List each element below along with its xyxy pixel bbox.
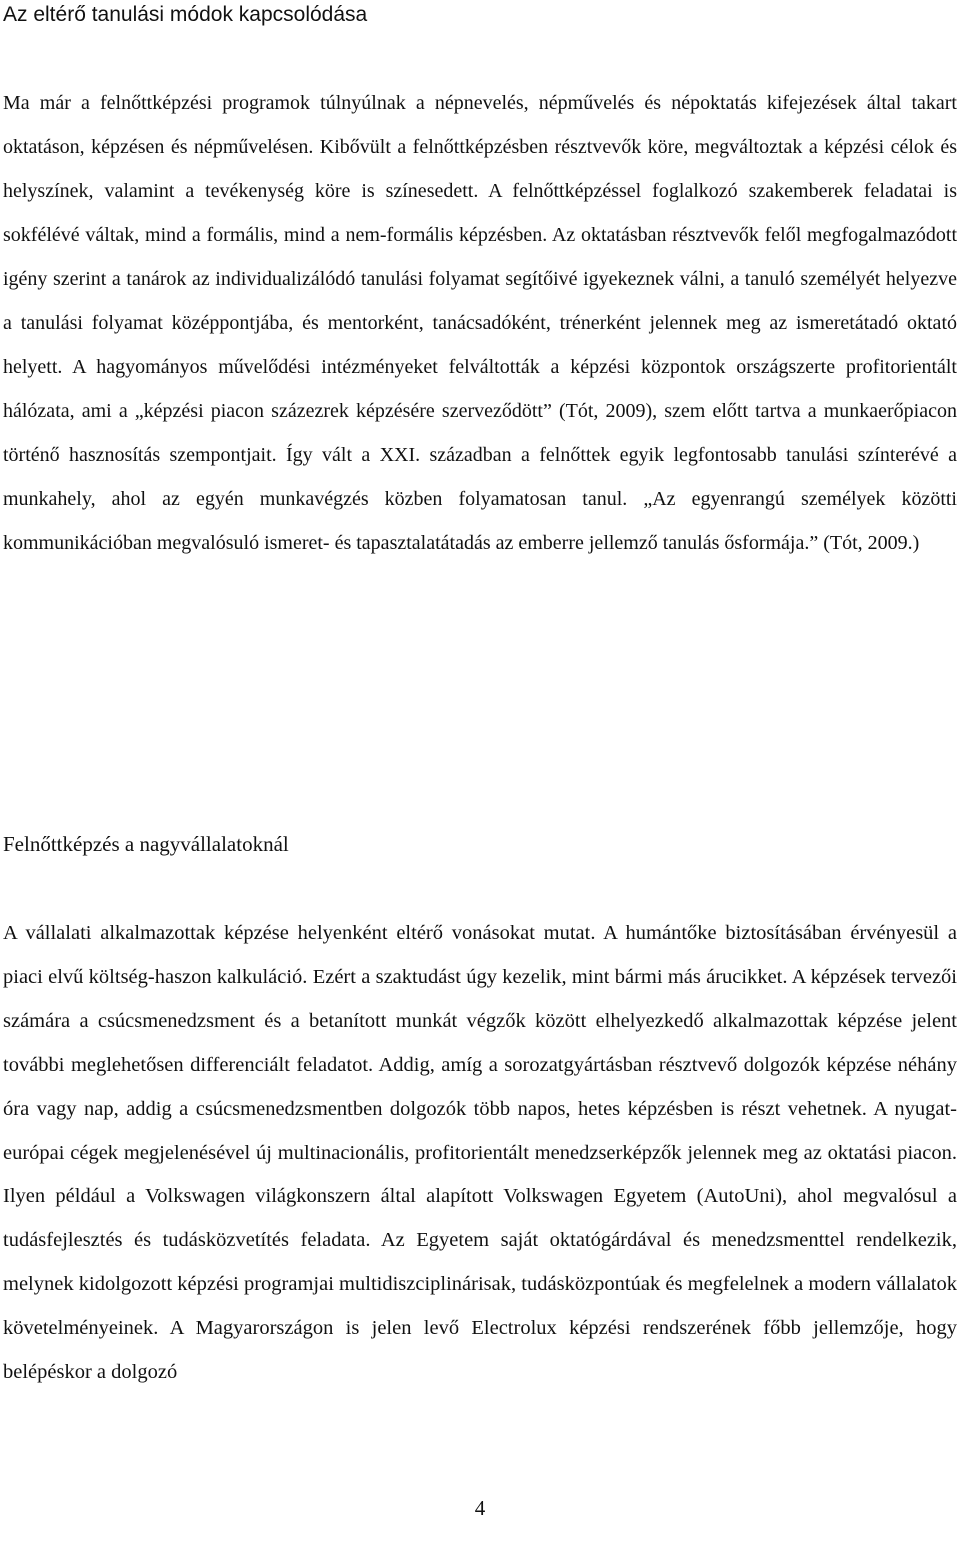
paragraph-learning-modes: Ma már a felnőttképzési programok túlnyúlnak a népnevelés, népművelés és népoktatás kifejezések által takart oktatáson, képzésen és népművelésen. Kibővült a felnőttképzésben résztvevők köre, megváltoztak a képzési célok és helyszínek, valamint a tevékenység köre is színesedett. A felnőttképzéssel foglalkozó szakemberek feladatai is sokfélévé váltak, mind a formális, mind a nem-formális képzésben. Az oktatásban résztvevők felől megfogalmazódott igény szerint a tanárok az individualizálódó tanulási folyamat segítőivé igyekeznek válni, a tanuló személyét helyezve a tanulási folyamat középpontjába, és mentorként, tanácsadóként, trénerként jelennek meg az ismeretátadó oktató helyett. A hagyományos művelődési intézményeket felváltották a képzési központok országszerte profitorientált hálózata, ami a „képzési piacon százezrek képzésére szerveződött” (Tót, 2009), szem előtt tartva a munkaerőpiacon történő hasznosítás szempontjait. Így vált a XXI. században a felnőttek egyik legfontosabb tanulási színterévé a munkahely, ahol az egyén munkavégzés közben folyamatosan tanul. „Az egyenrangú személyek közötti kommunikációban megvalósuló ismeret- és tapasztalatátadás az emberre jellemző tanulás ősformája.” (Tót, 2009.) (3, 92, 957, 554)
section-heading-corporate-training: Felnőttképzés a nagyvállalatoknál (3, 832, 289, 856)
section-heading-learning-modes: Az eltérő tanulási módok kapcsolódása (3, 3, 368, 26)
paragraph-corporate-training: A vállalati alkalmazottak képzése helyenként eltérő vonásokat mutat. A humántőke biztosításában érvényesül a piaci elvű költség-haszon kalkuláció. Ezért a szaktudást úgy kezelik, mint bármi más árucikket. A képzések tervezői számára a csúcsmenedzsment és a betanított munkát végzők között elhelyezkedő alkalmazottak képzése jelent további meglehetősen differenciált feladatot. Addig, amíg a sorozatgyártásban résztvevő dolgozók képzése néhány óra vagy nap, addig a csúcsmenedzsmentben dolgozók több napos, hetes képzésben is részt vehetnek. A nyugat-európai cégek megjelenésével új multinacionális, profitorientált menedzserképzők jelennek meg az oktatási piacon. Ilyen például a Volkswagen világkonszern által alapított Volkswagen Egyetem (AutoUni), ahol megvalósul a tudásfejlesztés és tudásközvetítés feladata. Az Egyetem saját oktatógárdával és menedzsmenttel rendelkezik, melynek kidolgozott képzési programjai multidiszciplinárisak, tudásközpontúak és megfelelnek a modern vállalatok követelményeinek. A Magyarországon is jelen levő Electrolux képzési rendszerének főbb jellemzője, hogy belépéskor a dolgozó (3, 922, 957, 1384)
page-number: 4 (474, 1496, 486, 1520)
